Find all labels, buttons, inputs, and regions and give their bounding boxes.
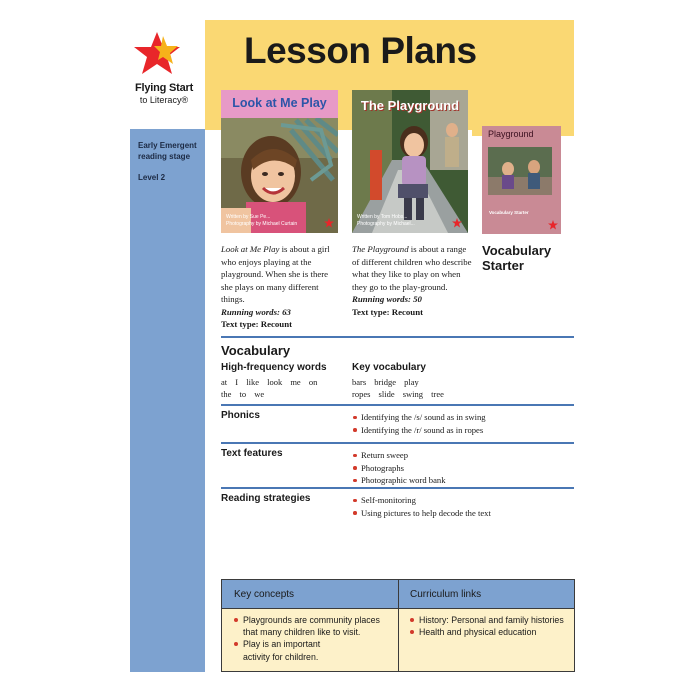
list-item: Photographic word bank [352,474,446,487]
list-item: Identifying the /s/ sound as in swing [352,411,486,424]
vocabulary-starter-cover [482,126,561,234]
list-item: Self-monitoring [352,494,491,507]
vocab-cover-star-icon [548,220,558,230]
key-vocabulary-line2: ropes slide swing tree [352,389,444,399]
book-title-inline: Look at Me Play [221,244,280,254]
divider [221,336,574,338]
vocabulary-heading: Vocabulary [221,343,291,358]
list-item: Play is an important activity for children. [233,638,343,662]
running-words: Running words: 50 [352,294,422,304]
header-band-extension [472,20,574,136]
table-column-divider [398,580,399,671]
key-concepts-heading: Key concepts [234,589,295,600]
flying-start-logo-icon [130,30,185,80]
list-item: Playgrounds are community places that many children like to visit. [233,614,383,638]
book-cover-look-at-me-play [221,90,338,233]
key-vocabulary-line1: bars bridge play [352,377,419,387]
cover-logo-star-icon [452,218,462,228]
list-item: Return sweep [352,449,446,462]
book-description-1 [221,243,341,331]
book-summary: is about a range of different children who describe what they like to play on when they go to the play-ground. [352,244,472,292]
cover-logo-star-icon [324,218,334,228]
logo-subtitle: to Literacy® [139,95,189,105]
list-item: Health and physical education [409,626,571,638]
vocab-cover-photo [488,147,552,195]
list-item: Using pictures to help decode the text [352,507,491,520]
cover-credit-author: Written by Tom Hobs... [357,214,408,220]
divider [221,487,574,489]
book-cover-the-playground [352,90,468,233]
key-concepts-list [233,614,383,663]
divider [221,442,574,444]
reading-strategies-list [352,494,491,519]
text-features-list [352,449,446,487]
text-type: Text type: Recount [221,319,293,329]
list-item: Identifying the /r/ sound as in ropes [352,424,486,437]
reading-stage: Early Emergent reading stage [138,141,197,161]
running-words: Running words: 63 [221,306,291,317]
list-item: Photographs [352,462,446,475]
list-item: History: Personal and family histories [409,614,571,626]
cover-title: The Playground [360,98,460,113]
concepts-table [221,579,575,672]
cover-title: Look at Me Play [232,96,327,110]
phonics-list [352,411,486,436]
cover-credit-photographer: Photography by Michael Curtain [226,221,298,227]
curriculum-links-list [409,614,571,638]
sidebar-column [130,129,205,672]
vocab-cover-title: Playground [488,129,534,139]
page-title: Lesson Plans [244,30,477,71]
cover-credit-photographer: Photography by Michael... [357,221,415,227]
vocab-cover-subtitle: Vocabulary Starter [489,210,529,215]
reading-strategies-label: Reading strategies [221,493,311,504]
text-features-label: Text features [221,448,283,459]
high-frequency-words-line1: at I like look me on [221,377,318,387]
book-description-2 [352,243,474,318]
divider [221,404,574,406]
cover-credit-author: Written by Sue Pe... [226,214,271,220]
book-summary: is about a girl who enjoys playing at the playground. When she is there she plays on many different things. [221,244,330,304]
key-concepts-cell [233,614,383,663]
phonics-label: Phonics [221,410,260,421]
key-vocabulary-heading: Key vocabulary [352,362,426,373]
logo-name: Flying Start [134,82,194,94]
reading-level: Level 2 [138,173,166,182]
vocabulary-starter-label: Vocabulary Starter [482,243,552,273]
text-type: Text type: Recount [352,306,424,317]
curriculum-links-cell [409,614,571,638]
curriculum-links-heading: Curriculum links [410,589,482,600]
book-title-inline: The Playground [352,244,409,254]
high-frequency-words-line2: the to we [221,389,265,399]
high-frequency-heading: High-frequency words [221,362,327,373]
